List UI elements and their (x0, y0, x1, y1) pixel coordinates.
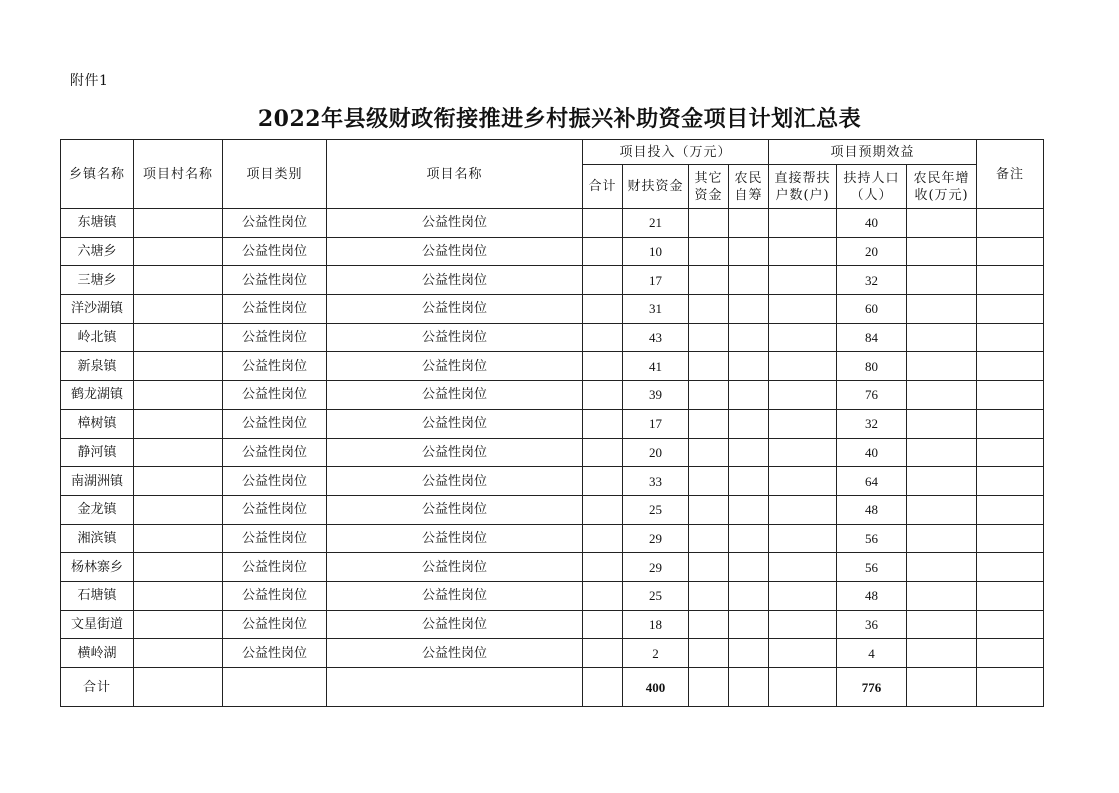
cell-village (134, 639, 223, 668)
cell-fiscal: 39 (623, 381, 689, 410)
cell-farmer-income (907, 553, 977, 582)
cell-supported-people: 32 (837, 409, 907, 438)
cell-project-name: 公益性岗位 (327, 524, 583, 553)
cell-village (134, 295, 223, 324)
cell-remarks (977, 553, 1044, 582)
cell-fiscal: 17 (623, 409, 689, 438)
total-remarks-cell (977, 668, 1044, 707)
header-remarks: 备注 (977, 140, 1044, 209)
cell-total (583, 295, 623, 324)
table-row (61, 467, 1044, 496)
cell-project-name: 公益性岗位 (327, 467, 583, 496)
table-row (61, 524, 1044, 553)
cell-village (134, 553, 223, 582)
cell-town: 洋沙湖镇 (61, 295, 134, 324)
cell-village (134, 495, 223, 524)
total-village-cell (134, 668, 223, 707)
table-row (61, 438, 1044, 467)
cell-total (583, 495, 623, 524)
cell-fiscal: 41 (623, 352, 689, 381)
cell-farmer-income (907, 381, 977, 410)
cell-other-funds (689, 524, 729, 553)
cell-farmer-self (729, 237, 769, 266)
cell-project-name: 公益性岗位 (327, 295, 583, 324)
cell-project-name: 公益性岗位 (327, 352, 583, 381)
cell-town: 金龙镇 (61, 495, 134, 524)
cell-category: 公益性岗位 (223, 467, 327, 496)
attachment-label: 附件1 (70, 73, 109, 89)
cell-direct-households (769, 409, 837, 438)
table-row (61, 581, 1044, 610)
cell-other-funds (689, 266, 729, 295)
cell-remarks (977, 524, 1044, 553)
cell-farmer-self (729, 639, 769, 668)
cell-supported-people: 84 (837, 323, 907, 352)
total-label: 合计 (61, 668, 134, 707)
cell-town: 东塘镇 (61, 209, 134, 238)
cell-farmer-income (907, 467, 977, 496)
header-row-1 (61, 140, 1044, 165)
cell-town: 三塘乡 (61, 266, 134, 295)
cell-farmer-income (907, 495, 977, 524)
total-households-cell (769, 668, 837, 707)
cell-farmer-self (729, 381, 769, 410)
cell-other-funds (689, 553, 729, 582)
cell-supported-people: 32 (837, 266, 907, 295)
cell-total (583, 209, 623, 238)
cell-category: 公益性岗位 (223, 495, 327, 524)
cell-total (583, 352, 623, 381)
cell-direct-households (769, 266, 837, 295)
total-people: 776 (837, 668, 907, 707)
cell-supported-people: 60 (837, 295, 907, 324)
table-row (61, 295, 1044, 324)
table-body (61, 209, 1044, 668)
cell-village (134, 352, 223, 381)
cell-remarks (977, 352, 1044, 381)
cell-direct-households (769, 610, 837, 639)
cell-farmer-self (729, 295, 769, 324)
cell-other-funds (689, 209, 729, 238)
table-row (61, 495, 1044, 524)
cell-farmer-income (907, 639, 977, 668)
cell-other-funds (689, 381, 729, 410)
cell-farmer-self (729, 209, 769, 238)
total-income-cell (907, 668, 977, 707)
cell-supported-people: 20 (837, 237, 907, 266)
cell-town: 岭北镇 (61, 323, 134, 352)
cell-farmer-income (907, 237, 977, 266)
cell-project-name: 公益性岗位 (327, 553, 583, 582)
header-project-name: 项目名称 (327, 140, 583, 209)
cell-total (583, 581, 623, 610)
cell-supported-people: 64 (837, 467, 907, 496)
cell-other-funds (689, 438, 729, 467)
header-investment-group: 项目投入（万元） (583, 140, 769, 165)
cell-other-funds (689, 610, 729, 639)
cell-village (134, 409, 223, 438)
cell-direct-households (769, 524, 837, 553)
cell-remarks (977, 610, 1044, 639)
cell-farmer-income (907, 352, 977, 381)
header-other-funds: 其它资金 (689, 165, 729, 209)
header-category: 项目类别 (223, 140, 327, 209)
cell-farmer-self (729, 553, 769, 582)
table-row (61, 323, 1044, 352)
header-farmer-self: 农民自筹 (729, 165, 769, 209)
cell-remarks (977, 266, 1044, 295)
cell-supported-people: 36 (837, 610, 907, 639)
table-row (61, 209, 1044, 238)
cell-fiscal: 25 (623, 581, 689, 610)
cell-category: 公益性岗位 (223, 581, 327, 610)
cell-farmer-income (907, 266, 977, 295)
cell-other-funds (689, 237, 729, 266)
cell-direct-households (769, 381, 837, 410)
cell-total (583, 467, 623, 496)
cell-fiscal: 17 (623, 266, 689, 295)
header-farmer-income: 农民年增收(万元) (907, 165, 977, 209)
table-row (61, 266, 1044, 295)
cell-project-name: 公益性岗位 (327, 209, 583, 238)
cell-remarks (977, 581, 1044, 610)
cell-remarks (977, 381, 1044, 410)
cell-project-name: 公益性岗位 (327, 639, 583, 668)
cell-village (134, 323, 223, 352)
cell-village (134, 209, 223, 238)
cell-category: 公益性岗位 (223, 610, 327, 639)
cell-farmer-self (729, 266, 769, 295)
cell-direct-households (769, 553, 837, 582)
cell-category: 公益性岗位 (223, 352, 327, 381)
cell-supported-people: 40 (837, 438, 907, 467)
cell-other-funds (689, 409, 729, 438)
cell-direct-households (769, 581, 837, 610)
cell-village (134, 438, 223, 467)
cell-other-funds (689, 295, 729, 324)
cell-supported-people: 40 (837, 209, 907, 238)
cell-total (583, 266, 623, 295)
cell-category: 公益性岗位 (223, 266, 327, 295)
header-village: 项目村名称 (134, 140, 223, 209)
cell-fiscal: 29 (623, 524, 689, 553)
total-farmer-self-cell (729, 668, 769, 707)
header-supported-people: 扶持人口（人） (837, 165, 907, 209)
cell-total (583, 237, 623, 266)
cell-direct-households (769, 495, 837, 524)
cell-total (583, 323, 623, 352)
cell-fiscal: 43 (623, 323, 689, 352)
cell-farmer-income (907, 323, 977, 352)
cell-fiscal: 21 (623, 209, 689, 238)
cell-category: 公益性岗位 (223, 209, 327, 238)
cell-category: 公益性岗位 (223, 438, 327, 467)
table-row (61, 381, 1044, 410)
total-sum-cell (583, 668, 623, 707)
cell-project-name: 公益性岗位 (327, 323, 583, 352)
cell-town: 文星街道 (61, 610, 134, 639)
cell-project-name: 公益性岗位 (327, 495, 583, 524)
cell-total (583, 409, 623, 438)
cell-village (134, 381, 223, 410)
cell-supported-people: 76 (837, 381, 907, 410)
cell-direct-households (769, 209, 837, 238)
total-other-cell (689, 668, 729, 707)
cell-remarks (977, 495, 1044, 524)
cell-fiscal: 31 (623, 295, 689, 324)
cell-farmer-income (907, 209, 977, 238)
cell-supported-people: 80 (837, 352, 907, 381)
cell-village (134, 467, 223, 496)
header-fiscal: 财扶资金 (623, 165, 689, 209)
cell-fiscal: 18 (623, 610, 689, 639)
total-category-cell (223, 668, 327, 707)
cell-project-name: 公益性岗位 (327, 381, 583, 410)
cell-fiscal: 29 (623, 553, 689, 582)
cell-fiscal: 25 (623, 495, 689, 524)
cell-other-funds (689, 352, 729, 381)
cell-town: 静河镇 (61, 438, 134, 467)
cell-other-funds (689, 495, 729, 524)
cell-supported-people: 4 (837, 639, 907, 668)
cell-town: 六塘乡 (61, 237, 134, 266)
cell-village (134, 237, 223, 266)
total-fiscal: 400 (623, 668, 689, 707)
cell-farmer-income (907, 581, 977, 610)
cell-project-name: 公益性岗位 (327, 610, 583, 639)
cell-farmer-income (907, 295, 977, 324)
table-row (61, 409, 1044, 438)
cell-remarks (977, 323, 1044, 352)
cell-remarks (977, 639, 1044, 668)
table-row (61, 610, 1044, 639)
cell-farmer-self (729, 524, 769, 553)
table-row (61, 352, 1044, 381)
total-row (61, 668, 1044, 707)
cell-farmer-self (729, 352, 769, 381)
header-total: 合计 (583, 165, 623, 209)
document-title: 2022年县级财政衔接推进乡村振兴补助资金项目计划汇总表 (257, 106, 862, 132)
cell-farmer-income (907, 409, 977, 438)
cell-village (134, 610, 223, 639)
cell-village (134, 266, 223, 295)
table-row (61, 553, 1044, 582)
header-direct-households: 直接帮扶户数(户) (769, 165, 837, 209)
cell-town: 石塘镇 (61, 581, 134, 610)
cell-village (134, 581, 223, 610)
cell-remarks (977, 467, 1044, 496)
cell-category: 公益性岗位 (223, 381, 327, 410)
cell-category: 公益性岗位 (223, 409, 327, 438)
cell-supported-people: 48 (837, 495, 907, 524)
cell-other-funds (689, 581, 729, 610)
cell-fiscal: 33 (623, 467, 689, 496)
cell-project-name: 公益性岗位 (327, 237, 583, 266)
cell-direct-households (769, 438, 837, 467)
cell-remarks (977, 209, 1044, 238)
header-benefit-group: 项目预期效益 (769, 140, 977, 165)
cell-farmer-self (729, 323, 769, 352)
cell-total (583, 553, 623, 582)
cell-total (583, 639, 623, 668)
cell-fiscal: 20 (623, 438, 689, 467)
cell-supported-people: 56 (837, 553, 907, 582)
cell-category: 公益性岗位 (223, 524, 327, 553)
cell-category: 公益性岗位 (223, 237, 327, 266)
cell-remarks (977, 409, 1044, 438)
cell-category: 公益性岗位 (223, 553, 327, 582)
cell-direct-households (769, 237, 837, 266)
cell-category: 公益性岗位 (223, 639, 327, 668)
cell-town: 杨林寨乡 (61, 553, 134, 582)
cell-remarks (977, 295, 1044, 324)
cell-farmer-self (729, 610, 769, 639)
cell-supported-people: 48 (837, 581, 907, 610)
cell-category: 公益性岗位 (223, 295, 327, 324)
cell-direct-households (769, 467, 837, 496)
cell-total (583, 524, 623, 553)
cell-town: 鹤龙湖镇 (61, 381, 134, 410)
cell-fiscal: 2 (623, 639, 689, 668)
table-row (61, 237, 1044, 266)
cell-total (583, 610, 623, 639)
cell-town: 南湖洲镇 (61, 467, 134, 496)
cell-total (583, 381, 623, 410)
table-row (61, 639, 1044, 668)
header-town: 乡镇名称 (61, 140, 134, 209)
cell-project-name: 公益性岗位 (327, 266, 583, 295)
cell-remarks (977, 438, 1044, 467)
cell-direct-households (769, 323, 837, 352)
cell-project-name: 公益性岗位 (327, 438, 583, 467)
cell-farmer-self (729, 409, 769, 438)
cell-town: 横岭湖 (61, 639, 134, 668)
cell-remarks (977, 237, 1044, 266)
cell-town: 湘滨镇 (61, 524, 134, 553)
cell-farmer-income (907, 610, 977, 639)
cell-direct-households (769, 352, 837, 381)
cell-other-funds (689, 467, 729, 496)
summary-table (60, 139, 1044, 707)
cell-farmer-self (729, 438, 769, 467)
cell-project-name: 公益性岗位 (327, 409, 583, 438)
cell-project-name: 公益性岗位 (327, 581, 583, 610)
cell-farmer-income (907, 438, 977, 467)
cell-fiscal: 10 (623, 237, 689, 266)
cell-town: 新泉镇 (61, 352, 134, 381)
total-project-cell (327, 668, 583, 707)
cell-supported-people: 56 (837, 524, 907, 553)
cell-category: 公益性岗位 (223, 323, 327, 352)
cell-farmer-self (729, 467, 769, 496)
cell-total (583, 438, 623, 467)
cell-town: 樟树镇 (61, 409, 134, 438)
cell-direct-households (769, 639, 837, 668)
cell-other-funds (689, 639, 729, 668)
cell-other-funds (689, 323, 729, 352)
cell-farmer-self (729, 495, 769, 524)
cell-village (134, 524, 223, 553)
cell-direct-households (769, 295, 837, 324)
cell-farmer-self (729, 581, 769, 610)
cell-farmer-income (907, 524, 977, 553)
